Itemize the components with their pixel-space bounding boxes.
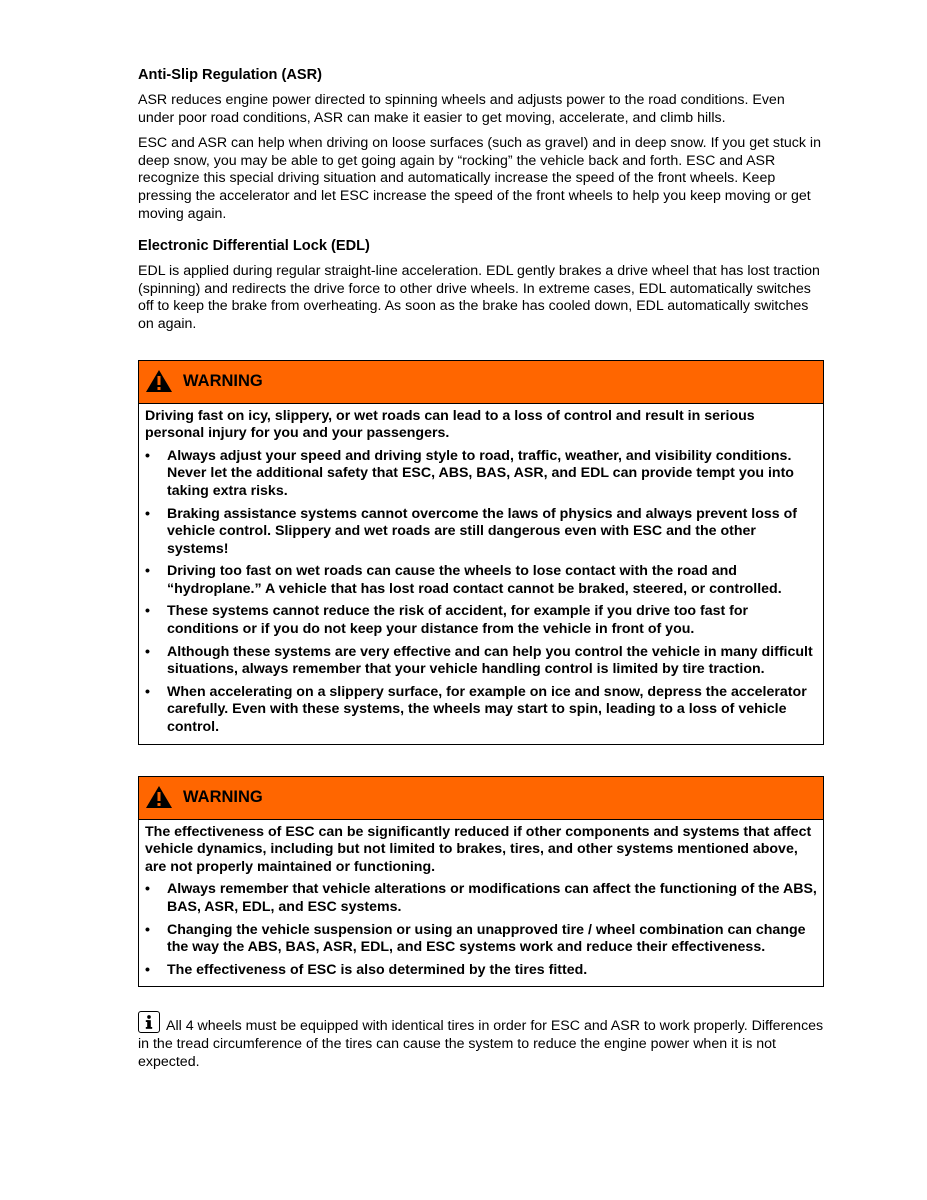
list-item: • Braking assistance systems cannot overcome the laws of physics and always prevent loss of vehicle control. Slippery and wet roads are still dangerous even with ESC and the other systems! <box>145 506 817 559</box>
list-item: • Changing the vehicle suspension or using an unapproved tire / wheel combination can change the way the ABS, BAS, ASR, EDL, and ESC systems work and reduce their effectiveness. <box>145 922 817 957</box>
bullet-text: When accelerating on a slippery surface, for example on ice and snow, depress the accelerator carefully. Even with these systems, the wheels may start to spin, leading to a loss of vehicle control. <box>167 683 807 736</box>
warning-body <box>139 820 823 987</box>
warning-intro: Driving fast on icy, slippery, or wet roads can lead to a loss of control and result in serious personal injury for you and your passengers. <box>145 407 755 442</box>
bullet-text: Driving too fast on wet roads can cause the wheels to lose contact with the road and “hydroplane.” A vehicle that has lost road contact cannot be braked, steered, or controlled. <box>167 563 782 597</box>
bullet-text: The effectiveness of ESC is also determined by the tires fitted. <box>167 961 588 978</box>
warning-title: WARNING <box>183 371 263 390</box>
warning-box-2 <box>138 776 824 988</box>
bullet-text: Always adjust your speed and driving style to road, traffic, weather, and visibility conditions. Never let the additional safety that ESC, ABS, BAS, ASR, and EDL can provide tempt you into taking extra risks. <box>167 447 794 499</box>
list-item: • Always adjust your speed and driving style to road, traffic, weather, and visibility conditions. Never let the additional safety that ESC, ABS, BAS, ASR, and EDL can provide tempt you into taking extra risks. <box>145 448 817 501</box>
edl-paragraph-1: EDL is applied during regular straight-line acceleration. EDL gently brakes a drive wheel that has lost traction (spinning) and redirects the drive force to other drive wheels. In extreme cases, EDL automatically switches off to keep the brake from overheating. As soon as the brake has cooled down, EDL automatically switches on again. <box>138 263 820 332</box>
bullet-text: These systems cannot reduce the risk of accident, for example if you drive too fast for conditions or if you do not keep your distance from the vehicle in front of you. <box>167 603 749 638</box>
bullet-text: Changing the vehicle suspension or using an unapproved tire / wheel combination can change the way the ABS, BAS, ASR, EDL, and ESC systems work and reduce their effectiveness. <box>167 921 806 956</box>
info-note-text: All 4 wheels must be equipped with identical tires in order for ESC and ASR to work properly. Differences in the tread circumference of the tires can cause the system to reduce the engine power when it is not expected. <box>138 1018 824 1070</box>
warning-triangle-icon <box>145 369 173 393</box>
warning-box-1 <box>138 360 824 745</box>
edl-heading: Electronic Differential Lock (EDL) <box>138 238 370 255</box>
bullet-text: Braking assistance systems cannot overcome the laws of physics and always prevent loss of vehicle control. Slippery and wet roads are still dangerous even with ESC and the other systems! <box>167 505 798 557</box>
warning-header <box>139 777 823 820</box>
asr-paragraph-2: ESC and ASR can help when driving on loose surfaces (such as gravel) and in deep snow. If you get stuck in deep snow, you may be able to get going again by “rocking” the vehicle back and forth. ESC and ASR recognize this special driving situation and automatically increase the speed of the front wheels. Keep pressing the accelerator and let ESC increase the speed of the front wheels to help you keep moving or get moving again. <box>138 135 821 222</box>
list-item: • The effectiveness of ESC is also determined by the tires fitted. <box>145 962 817 980</box>
asr-paragraph-1: ASR reduces engine power directed to spinning wheels and adjusts power to the road conditions. Even under poor road conditions, ASR can make it easier to get moving, accelerate, and climb hills. <box>138 92 785 126</box>
warning-body <box>139 404 823 744</box>
page-content <box>138 66 824 1079</box>
asr-heading: Anti-Slip Regulation (ASR) <box>138 67 323 83</box>
bullet-text: Always remember that vehicle alterations or modifications can affect the functioning of the ABS, BAS, ASR, EDL, and ESC systems. <box>167 881 817 915</box>
warning-header <box>139 361 823 404</box>
bullet-text: Although these systems are very effective and can help you control the vehicle in many difficult situations, always remember that your vehicle handling control is limited by tire traction. <box>167 643 813 678</box>
list-item: • Driving too fast on wet roads can cause the wheels to lose contact with the road and “hydroplane.” A vehicle that has lost road contact cannot be braked, steered, or controlled. <box>145 563 817 598</box>
info-icon <box>138 1011 160 1033</box>
warning-title: WARNING <box>183 787 263 806</box>
warning-triangle-icon <box>145 785 173 809</box>
list-item: • When accelerating on a slippery surface, for example on ice and snow, depress the accelerator carefully. Even with these systems, the wheels may start to spin, leading to a loss of vehicle control. <box>145 684 817 737</box>
list-item: • These systems cannot reduce the risk of accident, for example if you drive too fast for conditions or if you do not keep your distance from the vehicle in front of you. <box>145 603 817 638</box>
list-item: • Although these systems are very effective and can help you control the vehicle in many difficult situations, always remember that your vehicle handling control is limited by tire traction. <box>145 644 817 679</box>
warning-intro: The effectiveness of ESC can be significantly reduced if other components and systems that affect vehicle dynamics, including but not limited to brakes, tires, and other systems mentioned above, are not properly maintained or functioning. <box>145 823 812 875</box>
list-item: • Always remember that vehicle alterations or modifications can affect the functioning of the ABS, BAS, ASR, EDL, and ESC systems. <box>145 881 817 915</box>
info-note <box>138 1011 824 1071</box>
